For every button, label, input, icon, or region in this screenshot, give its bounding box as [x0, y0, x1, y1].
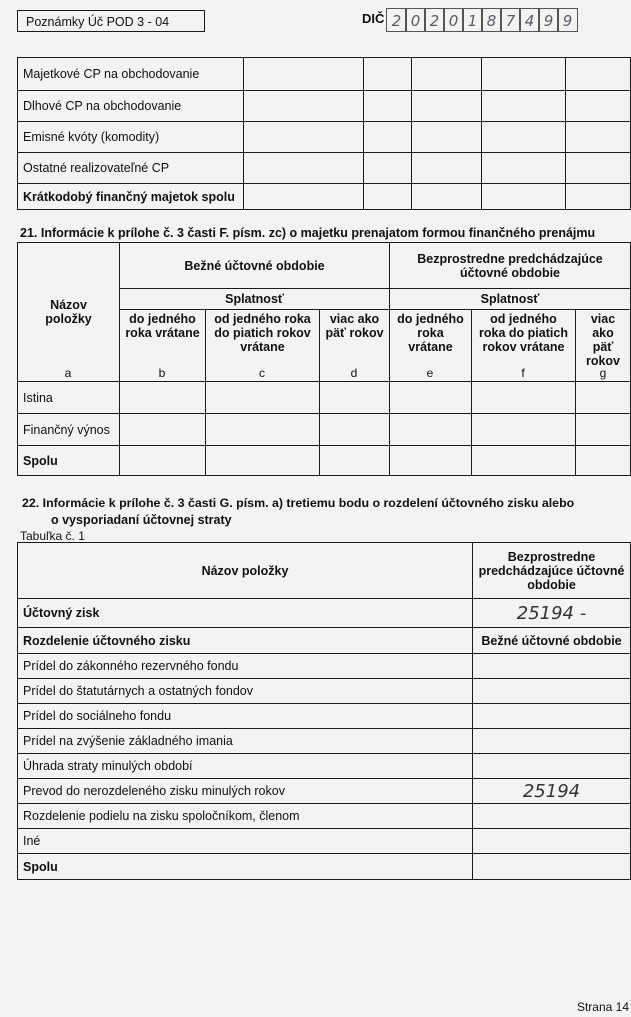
table-row-label: Prídel na zvýšenie základného imania — [18, 729, 473, 754]
col-name-header: Názov položky — [18, 543, 473, 599]
dic-digit-box: 8 — [481, 8, 502, 32]
current-period-header: Bežné účtovné obdobie — [120, 243, 390, 289]
table-row-label: Prídel do štatutárnych a ostatných fondov — [18, 679, 473, 704]
dic-digit-box: 7 — [500, 8, 521, 32]
table-row-label: Rozdelenie podielu na zisku spoločníkom, členom — [18, 804, 473, 829]
current-period-header: Bežné účtovné obdobie — [473, 628, 631, 654]
previous-period-header: Bezprostredne predchádzajúce účtovné obdobie — [390, 243, 631, 289]
section-22-heading: 22. Informácie k prílohe č. 3 časti G. písm. a) tretiemu bodu o rozdelení účtovného zisku alebo — [22, 496, 575, 510]
table-row-label: Prídel do zákonného rezervného fondu — [18, 654, 473, 679]
table-row — [18, 679, 631, 704]
col-letter: e — [426, 366, 434, 380]
table-row-label: Iné — [18, 829, 473, 854]
dic-digit-box: 0 — [405, 8, 426, 32]
section-22-heading-line2: o vysporiadaní účtovnej straty — [51, 513, 232, 527]
dic-digit-box: 9 — [538, 8, 559, 32]
row-value: 25194 — [522, 780, 581, 802]
dic-label: DIČ — [362, 11, 385, 26]
form-label: Poznámky Úč POD 3 - 04 — [17, 10, 205, 32]
sub-col-header: od jedného roka do piatich rokov vrátane — [206, 310, 320, 382]
col-letter: d — [350, 366, 358, 380]
dic-digit-box: 0 — [443, 8, 464, 32]
sub-col-header: do jedného roka vrátane — [120, 310, 206, 382]
table-label: Tabuľka č. 1 — [20, 529, 85, 543]
total-row-label: Spolu — [18, 446, 120, 476]
dic-digit-box: 2 — [386, 8, 407, 32]
table-row — [18, 754, 631, 779]
table-row-label: Majetkové CP na obchodovanie — [18, 58, 244, 91]
profit-label: Účtovný zisk — [18, 599, 473, 628]
table-row-label: Dlhové CP na obchodovanie — [18, 91, 244, 122]
table-row — [18, 704, 631, 729]
table-row-label: Finančný výnos — [18, 414, 120, 446]
col-letter: b — [158, 366, 166, 380]
table-row — [18, 804, 631, 829]
dic-digit-box: 1 — [462, 8, 483, 32]
maturity-header: Splatnosť — [120, 289, 390, 310]
col-letter: a — [64, 366, 72, 380]
page-number: Strana 14 — [576, 1000, 629, 1014]
table-row-label: Prevod do nerozdeleného zisku minulých rokov — [18, 779, 473, 804]
finance-lease-table — [17, 242, 631, 476]
table-row-label: Ostatné realizovateľné CP — [18, 153, 244, 184]
table-row — [18, 829, 631, 854]
dic-digit-box: 2 — [424, 8, 445, 32]
table-row-label: Spolu — [18, 854, 473, 880]
total-row-label: Krátkodobý finančný majetok spolu — [18, 184, 244, 210]
maturity-header: Splatnosť — [390, 289, 631, 310]
table-row — [18, 854, 631, 880]
distribution-label: Rozdelenie účtovného zisku — [18, 628, 473, 654]
profit-distribution-table — [17, 542, 631, 880]
dic-digit-box: 9 — [557, 8, 578, 32]
table-row-label: Úhrada straty minulých období — [18, 754, 473, 779]
dic-digit-box: 4 — [519, 8, 540, 32]
col-name-header: Názov položky — [45, 298, 92, 326]
col-previous-header: Bezprostredne predchádzajúce účtovné obdobie — [473, 543, 631, 599]
table-row — [18, 654, 631, 679]
col-letter: g — [599, 366, 607, 380]
sub-col-header: do jedného roka vrátane — [390, 310, 472, 382]
table-row-label: Prídel do sociálneho fondu — [18, 704, 473, 729]
short-term-financial-assets-table — [17, 57, 631, 210]
section-21-heading: 21. Informácie k prílohe č. 3 časti F. písm. zc) o majetku prenajatom formou finančného prenájmu — [20, 226, 596, 240]
sub-col-header: viac ako päť rokov — [576, 310, 631, 382]
sub-col-header: viac ako päť rokov — [320, 310, 390, 382]
sub-col-header: od jedného roka do piatich rokov vrátane — [472, 310, 576, 382]
table-row — [18, 729, 631, 754]
table-row-label: Istina — [18, 382, 120, 414]
table-row — [18, 779, 631, 804]
profit-value: 25194 - — [516, 602, 587, 624]
col-letter: f — [521, 366, 525, 380]
col-letter: c — [259, 366, 265, 380]
table-row-label: Emisné kvóty (komodity) — [18, 122, 244, 153]
